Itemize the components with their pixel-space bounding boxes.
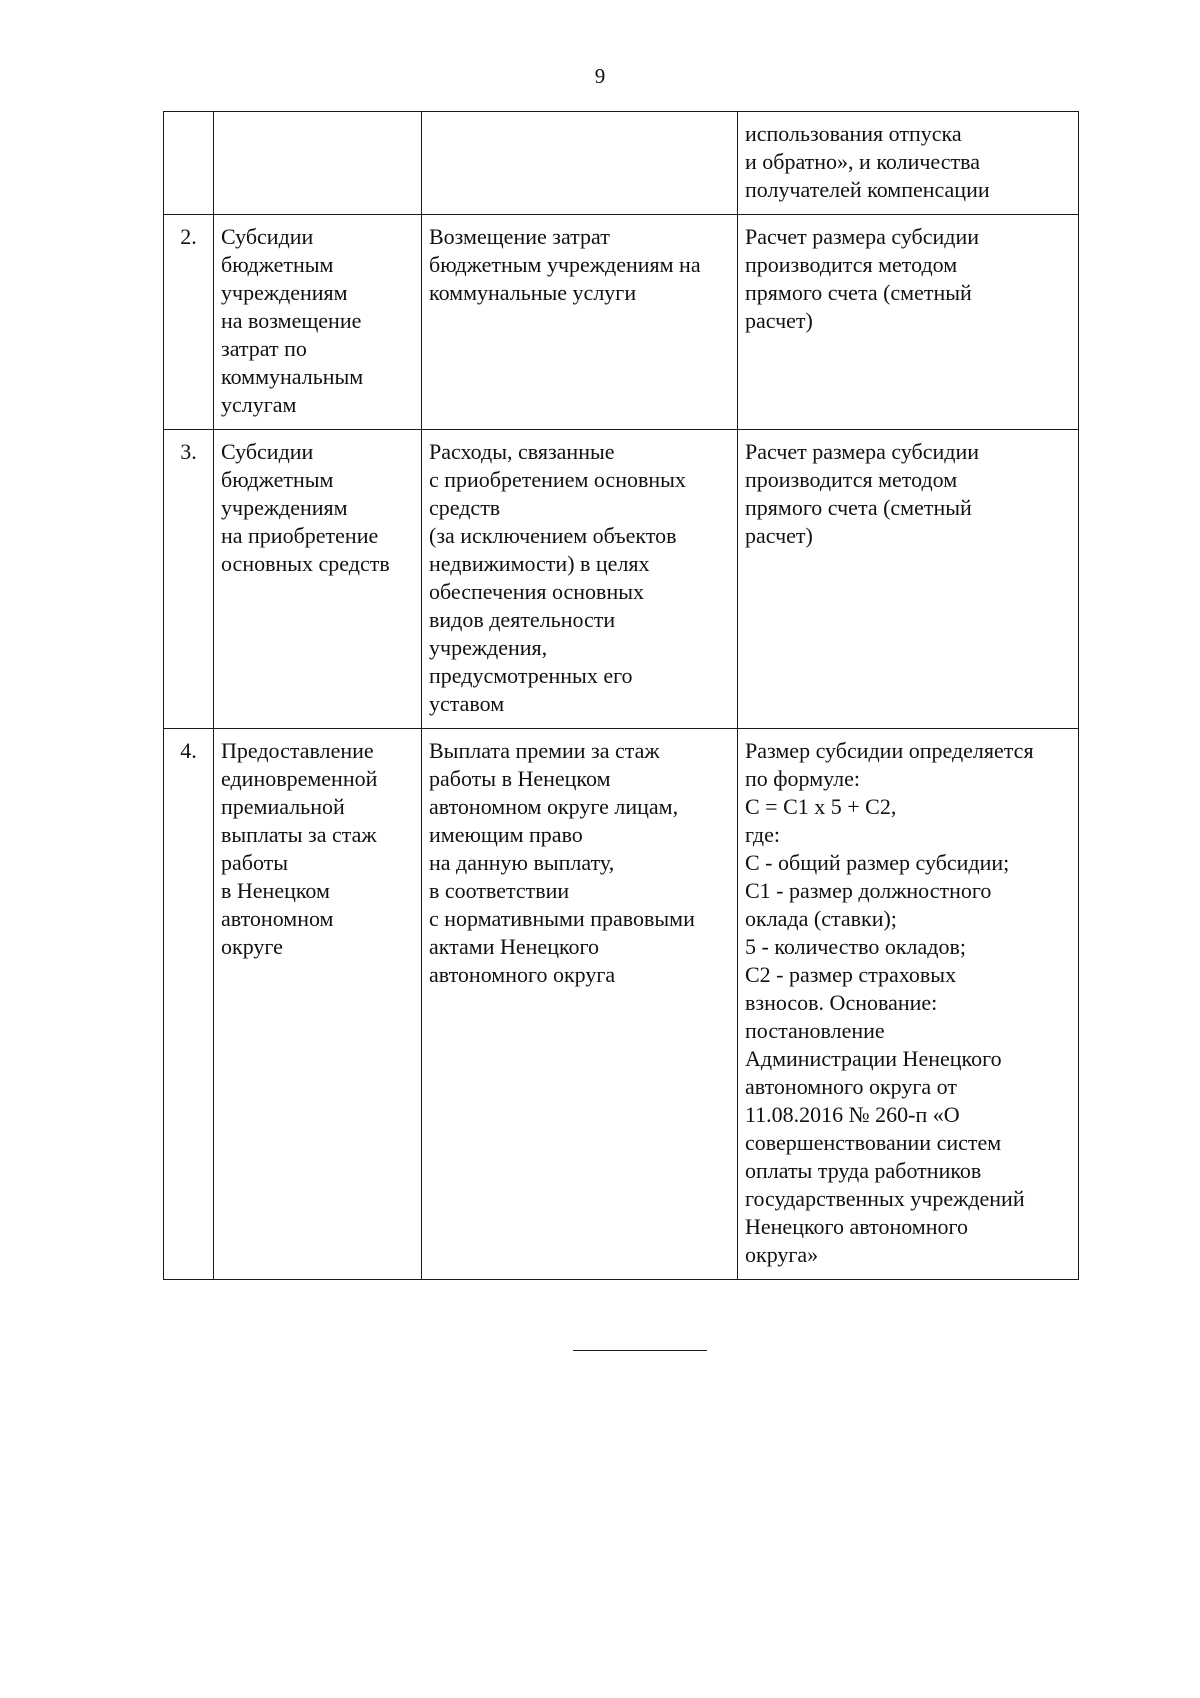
row-number-cell: 2. [164, 215, 214, 430]
subsidy-purpose-cell: Расходы, связанные с приобретением основных средств (за исключением объектов недвижимости) в целях обеспечения основных видов деятельности учреждения, предусмотренных его уставом [422, 430, 738, 729]
subsidy-purpose-cell [422, 112, 738, 215]
calculation-method-cell: Размер субсидии определяется по формуле: С = С1 х 5 + С2, где: С - общий размер субсидии; С1 - размер должностного оклада (ставки); 5 - количество окладов; С2 - размер страховых взносов. Основание: постановление Администрации Ненецкого автономного округа от 11.08.2016 № 260-п «О совершенствовании систем оплаты труда работников государственных учреждений Ненецкого автономного округа» [738, 729, 1079, 1280]
page-number: 9 [594, 64, 606, 88]
row-number-cell [164, 112, 214, 215]
row-number-cell: 4. [164, 729, 214, 1280]
table-row [164, 215, 1079, 430]
subsidy-name-cell: Субсидии бюджетным учреждениям на возмещение затрат по коммунальным услугам [214, 215, 422, 430]
calculation-method-cell: Расчет размера субсидии производится методом прямого счета (сметный расчет) [738, 215, 1079, 430]
subsidy-purpose-cell: Выплата премии за стаж работы в Ненецком автономном округе лицам, имеющим право на данную выплату, в соответствии с нормативными правовыми актами Ненецкого автономного округа [422, 729, 738, 1280]
calculation-method-cell: использования отпуска и обратно», и количества получателей компенсации [738, 112, 1079, 215]
subsidy-name-cell: Субсидии бюджетным учреждениям на приобретение основных средств [214, 430, 422, 729]
calculation-method-cell: Расчет размера субсидии производится методом прямого счета (сметный расчет) [738, 430, 1079, 729]
table-row [164, 430, 1079, 729]
table-row [164, 729, 1079, 1280]
row-number-cell: 3. [164, 430, 214, 729]
subsidy-name-cell: Предоставление единовременной премиальной выплаты за стаж работы в Ненецком автономном округе [214, 729, 422, 1280]
end-divider-line [573, 1350, 707, 1351]
subsidy-purpose-cell: Возмещение затрат бюджетным учреждениям на коммунальные услуги [422, 215, 738, 430]
subsidy-table [163, 111, 1079, 1280]
subsidy-name-cell [214, 112, 422, 215]
table-row [164, 112, 1079, 215]
